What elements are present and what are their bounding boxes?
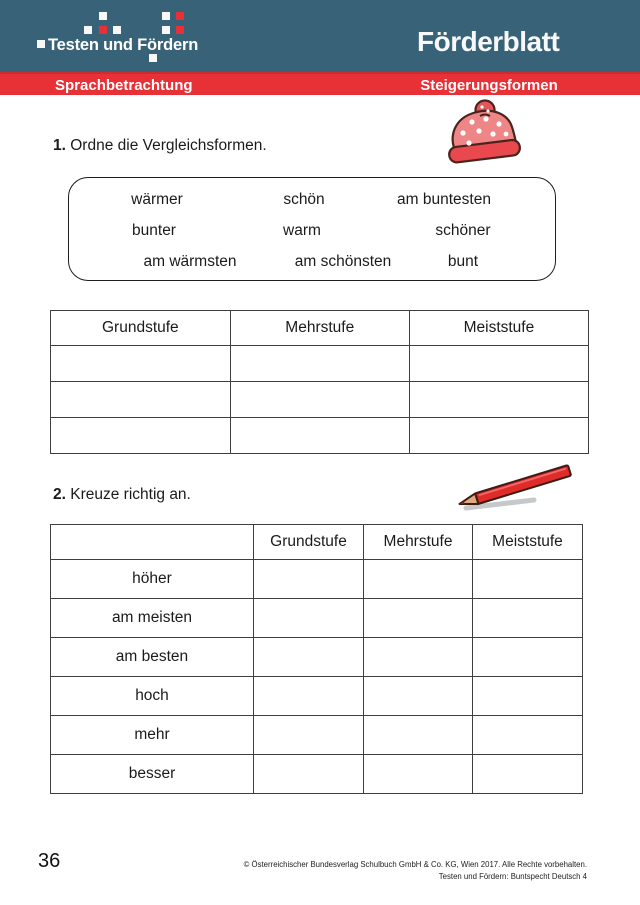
checkbox-cell[interactable] <box>254 638 364 677</box>
checkbox-cell[interactable] <box>254 716 364 755</box>
checkbox-cell[interactable] <box>364 755 473 794</box>
checkbox-cell[interactable] <box>473 755 583 794</box>
logo-square <box>162 26 170 34</box>
exercise2-number: 2. <box>53 486 66 503</box>
word-chip: warm <box>283 222 321 239</box>
exercise2-heading <box>53 486 191 504</box>
logo-text: Testen und Fördern <box>48 36 199 54</box>
word-chip: wärmer <box>131 191 183 208</box>
checkbox-cell[interactable] <box>254 599 364 638</box>
category-band <box>0 72 640 95</box>
logo-square <box>84 26 92 34</box>
word-chip: schön <box>283 191 325 208</box>
answer-cell[interactable] <box>51 346 231 382</box>
table-row <box>51 716 583 755</box>
checkbox-cell[interactable] <box>254 677 364 716</box>
row-label: höher <box>51 560 254 599</box>
answer-cell[interactable] <box>230 346 409 382</box>
table-row <box>51 346 589 382</box>
logo-square <box>37 40 45 48</box>
copyright-line: © Österreichischer Bundesverlag Schulbuch GmbH & Co. KG, Wien 2017. Alle Rechte vorbehalten. <box>243 860 587 869</box>
logo-square <box>176 12 184 20</box>
logo-square <box>149 54 157 62</box>
checkbox-cell[interactable] <box>473 716 583 755</box>
checkbox-cell[interactable] <box>473 599 583 638</box>
table-row <box>51 638 583 677</box>
exercise1-instruction: Ordne die Vergleichsformen. <box>65 137 267 154</box>
word-chip: am buntesten <box>397 191 491 208</box>
row-label: hoch <box>51 677 254 716</box>
logo-square <box>113 26 121 34</box>
checkbox-cell[interactable] <box>473 638 583 677</box>
red-pencil-icon <box>448 462 588 517</box>
checkbox-cell[interactable] <box>254 560 364 599</box>
table-row <box>51 599 583 638</box>
page-title: Förderblatt <box>417 26 560 57</box>
table-header-row <box>51 311 589 346</box>
column-header: Meiststufe <box>473 525 583 560</box>
checkbox-cell[interactable] <box>364 638 473 677</box>
topic-label: Steigerungsformen <box>420 77 558 94</box>
logo-square <box>176 26 184 34</box>
answer-cell[interactable] <box>409 382 588 418</box>
checkbox-cell[interactable] <box>473 677 583 716</box>
answer-cell[interactable] <box>409 418 588 454</box>
checkbox-table <box>50 524 583 794</box>
checkbox-cell[interactable] <box>364 599 473 638</box>
logo-square <box>162 12 170 20</box>
logo-square <box>99 12 107 20</box>
checkbox-cell[interactable] <box>364 677 473 716</box>
page-number: 36 <box>38 850 61 872</box>
word-chip: am wärmsten <box>143 253 237 270</box>
checkbox-cell[interactable] <box>364 560 473 599</box>
answer-cell[interactable] <box>51 418 231 454</box>
sorting-table <box>50 310 589 454</box>
column-header: Meiststufe <box>409 311 588 346</box>
page-header <box>0 0 640 72</box>
logo-square <box>99 26 107 34</box>
row-label: am meisten <box>51 599 254 638</box>
row-label: besser <box>51 755 254 794</box>
word-chip: am schönsten <box>294 253 392 270</box>
row-label: am besten <box>51 638 254 677</box>
column-header-empty <box>51 525 254 560</box>
table-row <box>51 382 589 418</box>
column-header: Mehrstufe <box>230 311 409 346</box>
answer-cell[interactable] <box>230 382 409 418</box>
checkbox-cell[interactable] <box>473 560 583 599</box>
answer-cell[interactable] <box>230 418 409 454</box>
table-row <box>51 677 583 716</box>
column-header: Mehrstufe <box>364 525 473 560</box>
word-chip: bunter <box>132 222 176 239</box>
exercise1-number: 1. <box>53 137 66 154</box>
checkbox-cell[interactable] <box>254 755 364 794</box>
imprint <box>244 859 587 882</box>
exercise1-heading <box>53 137 267 155</box>
answer-cell[interactable] <box>51 382 231 418</box>
answer-cell[interactable] <box>409 346 588 382</box>
table-row <box>51 560 583 599</box>
column-header: Grundstufe <box>254 525 364 560</box>
table-row <box>51 418 589 454</box>
exercise2-instruction: Kreuze richtig an. <box>65 486 191 503</box>
column-header: Grundstufe <box>51 311 231 346</box>
table-row <box>51 755 583 794</box>
row-label: mehr <box>51 716 254 755</box>
word-chip: bunt <box>447 253 479 270</box>
word-chip: schöner <box>435 222 491 239</box>
subject-label: Sprachbetrachtung <box>55 77 193 94</box>
table-header-row <box>51 525 583 560</box>
series-line: Testen und Fördern: Buntspecht Deutsch 4 <box>438 871 587 881</box>
checkbox-cell[interactable] <box>364 716 473 755</box>
winter-hat-icon <box>432 98 534 170</box>
